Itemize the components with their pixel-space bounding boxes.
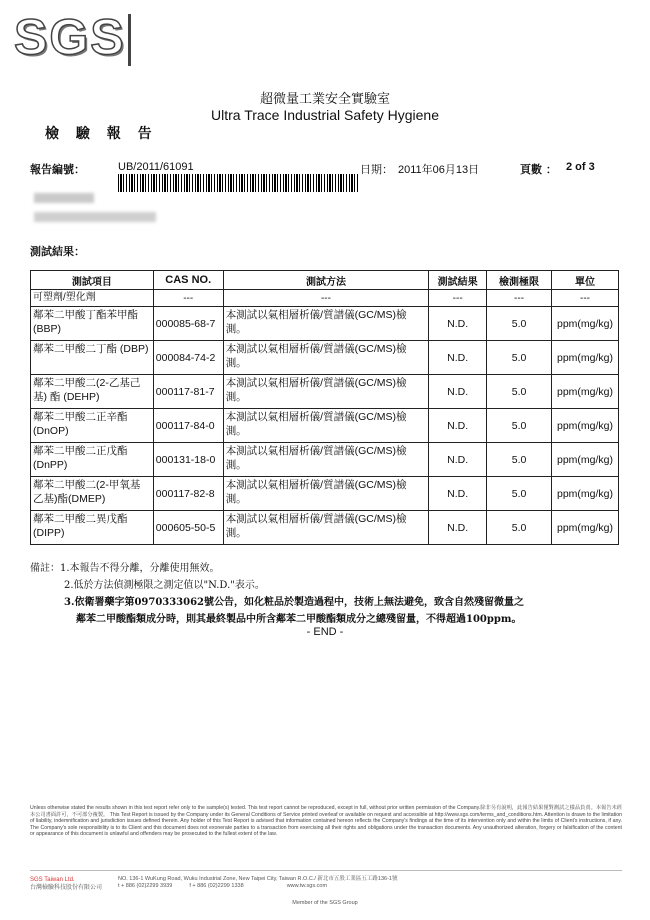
table-row <box>31 443 619 477</box>
barcode <box>118 174 360 192</box>
footer-member: Member of the SGS Group <box>292 900 358 906</box>
report-no-value: UB/2011/61091 <box>118 161 194 173</box>
table-row <box>31 409 619 443</box>
cell-limit: 5.0 <box>487 307 552 341</box>
cell-cas: 000117-81-7 <box>153 375 223 409</box>
table-row <box>31 477 619 511</box>
footer-web[interactable]: www.tw.sgs.com <box>286 883 328 889</box>
cell-cas: 000605-50-5 <box>153 511 223 545</box>
category-cas: --- <box>153 290 223 307</box>
cell-item: 鄰苯二甲酸二(2-乙基己基) 酯 (DEHP) <box>31 375 154 409</box>
cell-cas: 000117-84-0 <box>153 409 223 443</box>
cell-item: 鄰苯二甲酸二異戊酯 (DIPP) <box>31 511 154 545</box>
cell-item: 鄰苯二甲酸二正辛酯 (DnOP) <box>31 409 154 443</box>
cell-method: 本測試以氣相層析儀/質譜儀(GC/MS)檢測。 <box>223 443 429 477</box>
cell-method: 本測試以氣相層析儀/質譜儀(GC/MS)檢測。 <box>223 375 429 409</box>
footer-address: NO. 136-1 WuKung Road, Wuku Industrial Zone, New Taipei City, Taiwan R.O.C./ 新北市五股工業區五工路136-1號 <box>118 876 398 882</box>
cell-result: N.D. <box>429 443 487 477</box>
report-no-label: 報告編號： <box>30 163 85 176</box>
notes <box>30 560 524 628</box>
date-value: 2011年06月13日 <box>398 164 480 176</box>
footer-tel: t + 886 (02)2299 3939 <box>118 883 173 889</box>
table-row <box>31 307 619 341</box>
cell-item: 鄰苯二甲酸二(2-甲氧基乙基)酯(DMEP) <box>31 477 154 511</box>
cell-unit: ppm(mg/kg) <box>551 409 618 443</box>
category-limit: --- <box>487 290 552 307</box>
cell-result: N.D. <box>429 375 487 409</box>
cell-result: N.D. <box>429 341 487 375</box>
cell-item: 鄰苯二甲酸二正戊酯 (DnPP) <box>31 443 154 477</box>
report-title: 檢 驗 報 告 <box>45 126 158 142</box>
lab-name-en: Ultra Trace Industrial Safety Hygiene <box>211 107 439 123</box>
note-2: 2.低於方法偵測極限之測定值以"N.D."表示。 <box>64 580 265 591</box>
cell-method: 本測試以氣相層析儀/質譜儀(GC/MS)檢測。 <box>223 341 429 375</box>
header-cas-no: CAS NO. <box>153 271 223 290</box>
sgs-logo: SGS <box>14 9 126 65</box>
cell-unit: ppm(mg/kg) <box>551 375 618 409</box>
cell-cas: 000085-68-7 <box>153 307 223 341</box>
cell-limit: 5.0 <box>487 375 552 409</box>
cell-result: N.D. <box>429 307 487 341</box>
cell-unit: ppm(mg/kg) <box>551 511 618 545</box>
cell-item: 鄰苯二甲酸二丁酯 (DBP) <box>31 341 154 375</box>
footer-divider <box>30 870 622 871</box>
note-3-line-2: 鄰苯二甲酸酯類成分時，則其最終製品中所含鄰苯二甲酸酯類成分之總殘留量，不得超過100ppm。 <box>76 614 522 625</box>
date-label: 日期： <box>360 163 393 176</box>
cell-item: 鄰苯二甲酸丁酯苯甲酯 (BBP) <box>31 307 154 341</box>
cell-result: N.D. <box>429 409 487 443</box>
table-row <box>31 341 619 375</box>
table-row <box>31 375 619 409</box>
cell-unit: ppm(mg/kg) <box>551 443 618 477</box>
cell-unit: ppm(mg/kg) <box>551 341 618 375</box>
cell-limit: 5.0 <box>487 341 552 375</box>
end-marker: - END - <box>306 626 344 638</box>
header-result: 測試結果 <box>429 271 487 290</box>
page-label: 頁數 ： <box>520 163 557 176</box>
note-1: 備註：1.本報告不得分離，分離使用無效。 <box>30 563 220 574</box>
results-table <box>30 270 619 545</box>
footer-company <box>30 876 102 892</box>
category-row <box>31 290 619 307</box>
footer-address-block <box>118 876 397 890</box>
header-unit: 單位 <box>551 271 618 290</box>
footer-fax: f + 886 (02)2299 1338 <box>189 883 244 889</box>
cell-cas: 000117-82-8 <box>153 477 223 511</box>
footer-company-zh: 台灣檢驗科技股份有限公司 <box>30 885 103 891</box>
table-row <box>31 511 619 545</box>
cell-limit: 5.0 <box>487 409 552 443</box>
logo-divider <box>128 14 131 66</box>
page-value: 2 of 3 <box>566 161 595 173</box>
cell-result: N.D. <box>429 477 487 511</box>
note-3-line-1: 3.依衛署藥字第0970333062號公告，如化粧品於製造過程中，技術上無法避免，致含自然殘留微量之 <box>64 597 525 608</box>
cell-unit: ppm(mg/kg) <box>551 307 618 341</box>
cell-method: 本測試以氣相層析儀/質譜儀(GC/MS)檢測。 <box>223 307 429 341</box>
redacted-client-address <box>34 212 156 222</box>
cell-method: 本測試以氣相層析儀/質譜儀(GC/MS)檢測。 <box>223 409 429 443</box>
cell-method: 本測試以氣相層析儀/質譜儀(GC/MS)檢測。 <box>223 477 429 511</box>
footer-company-en: SGS Taiwan Ltd. <box>30 877 75 883</box>
cell-limit: 5.0 <box>487 443 552 477</box>
category-method: --- <box>223 290 429 307</box>
cell-cas: 000131-18-0 <box>153 443 223 477</box>
cell-result: N.D. <box>429 511 487 545</box>
redacted-client-name <box>34 193 94 203</box>
table-header-row <box>31 271 619 290</box>
category-result: --- <box>429 290 487 307</box>
lab-name-zh: 超微量工業安全實驗室 <box>259 92 390 107</box>
disclaimer: Unless otherwise stated the results shown in this test report refer only to the sample(s) tested. This test report cannot be reproduced, except in full, without prior written permission of the Company.除非另有說明，此報告結果僅對測試之樣品負責。本報告未經本公司書面許可，不可部分複製。 This Test Report is issued by the Company under its General Conditions of Service printed overleaf or available on request and accessible at http://www.sgs.com/terms_and_conditions.htm. Attention is drawn to the limitation of liability, indemnification and jurisdiction issues defined therein. Any holder of this Test Report is advised that information contained hereon reflects the Company's findings at the time of its intervention only and within the limits of Client's instructions, if any. The Company's sole responsibility is to its Client and this document does not exonerate parties to a transaction from exercising all their rights and obligations under the transaction documents. Any unauthorized alteration, forgery or falsification of the content or appearance of this document is unlawful and offenders may be prosecuted to the fullest extent of the law. <box>30 805 622 838</box>
header-method: 測試方法 <box>223 271 429 290</box>
category-item: 可塑劑/塑化劑 <box>31 290 154 307</box>
results-label: 測試結果： <box>30 245 85 258</box>
cell-limit: 5.0 <box>487 511 552 545</box>
header-limit: 檢測極限 <box>487 271 552 290</box>
cell-method: 本測試以氣相層析儀/質譜儀(GC/MS)檢測。 <box>223 511 429 545</box>
cell-limit: 5.0 <box>487 477 552 511</box>
header-test-item: 測試項目 <box>31 271 154 290</box>
cell-cas: 000084-74-2 <box>153 341 223 375</box>
cell-unit: ppm(mg/kg) <box>551 477 618 511</box>
category-unit: --- <box>551 290 618 307</box>
